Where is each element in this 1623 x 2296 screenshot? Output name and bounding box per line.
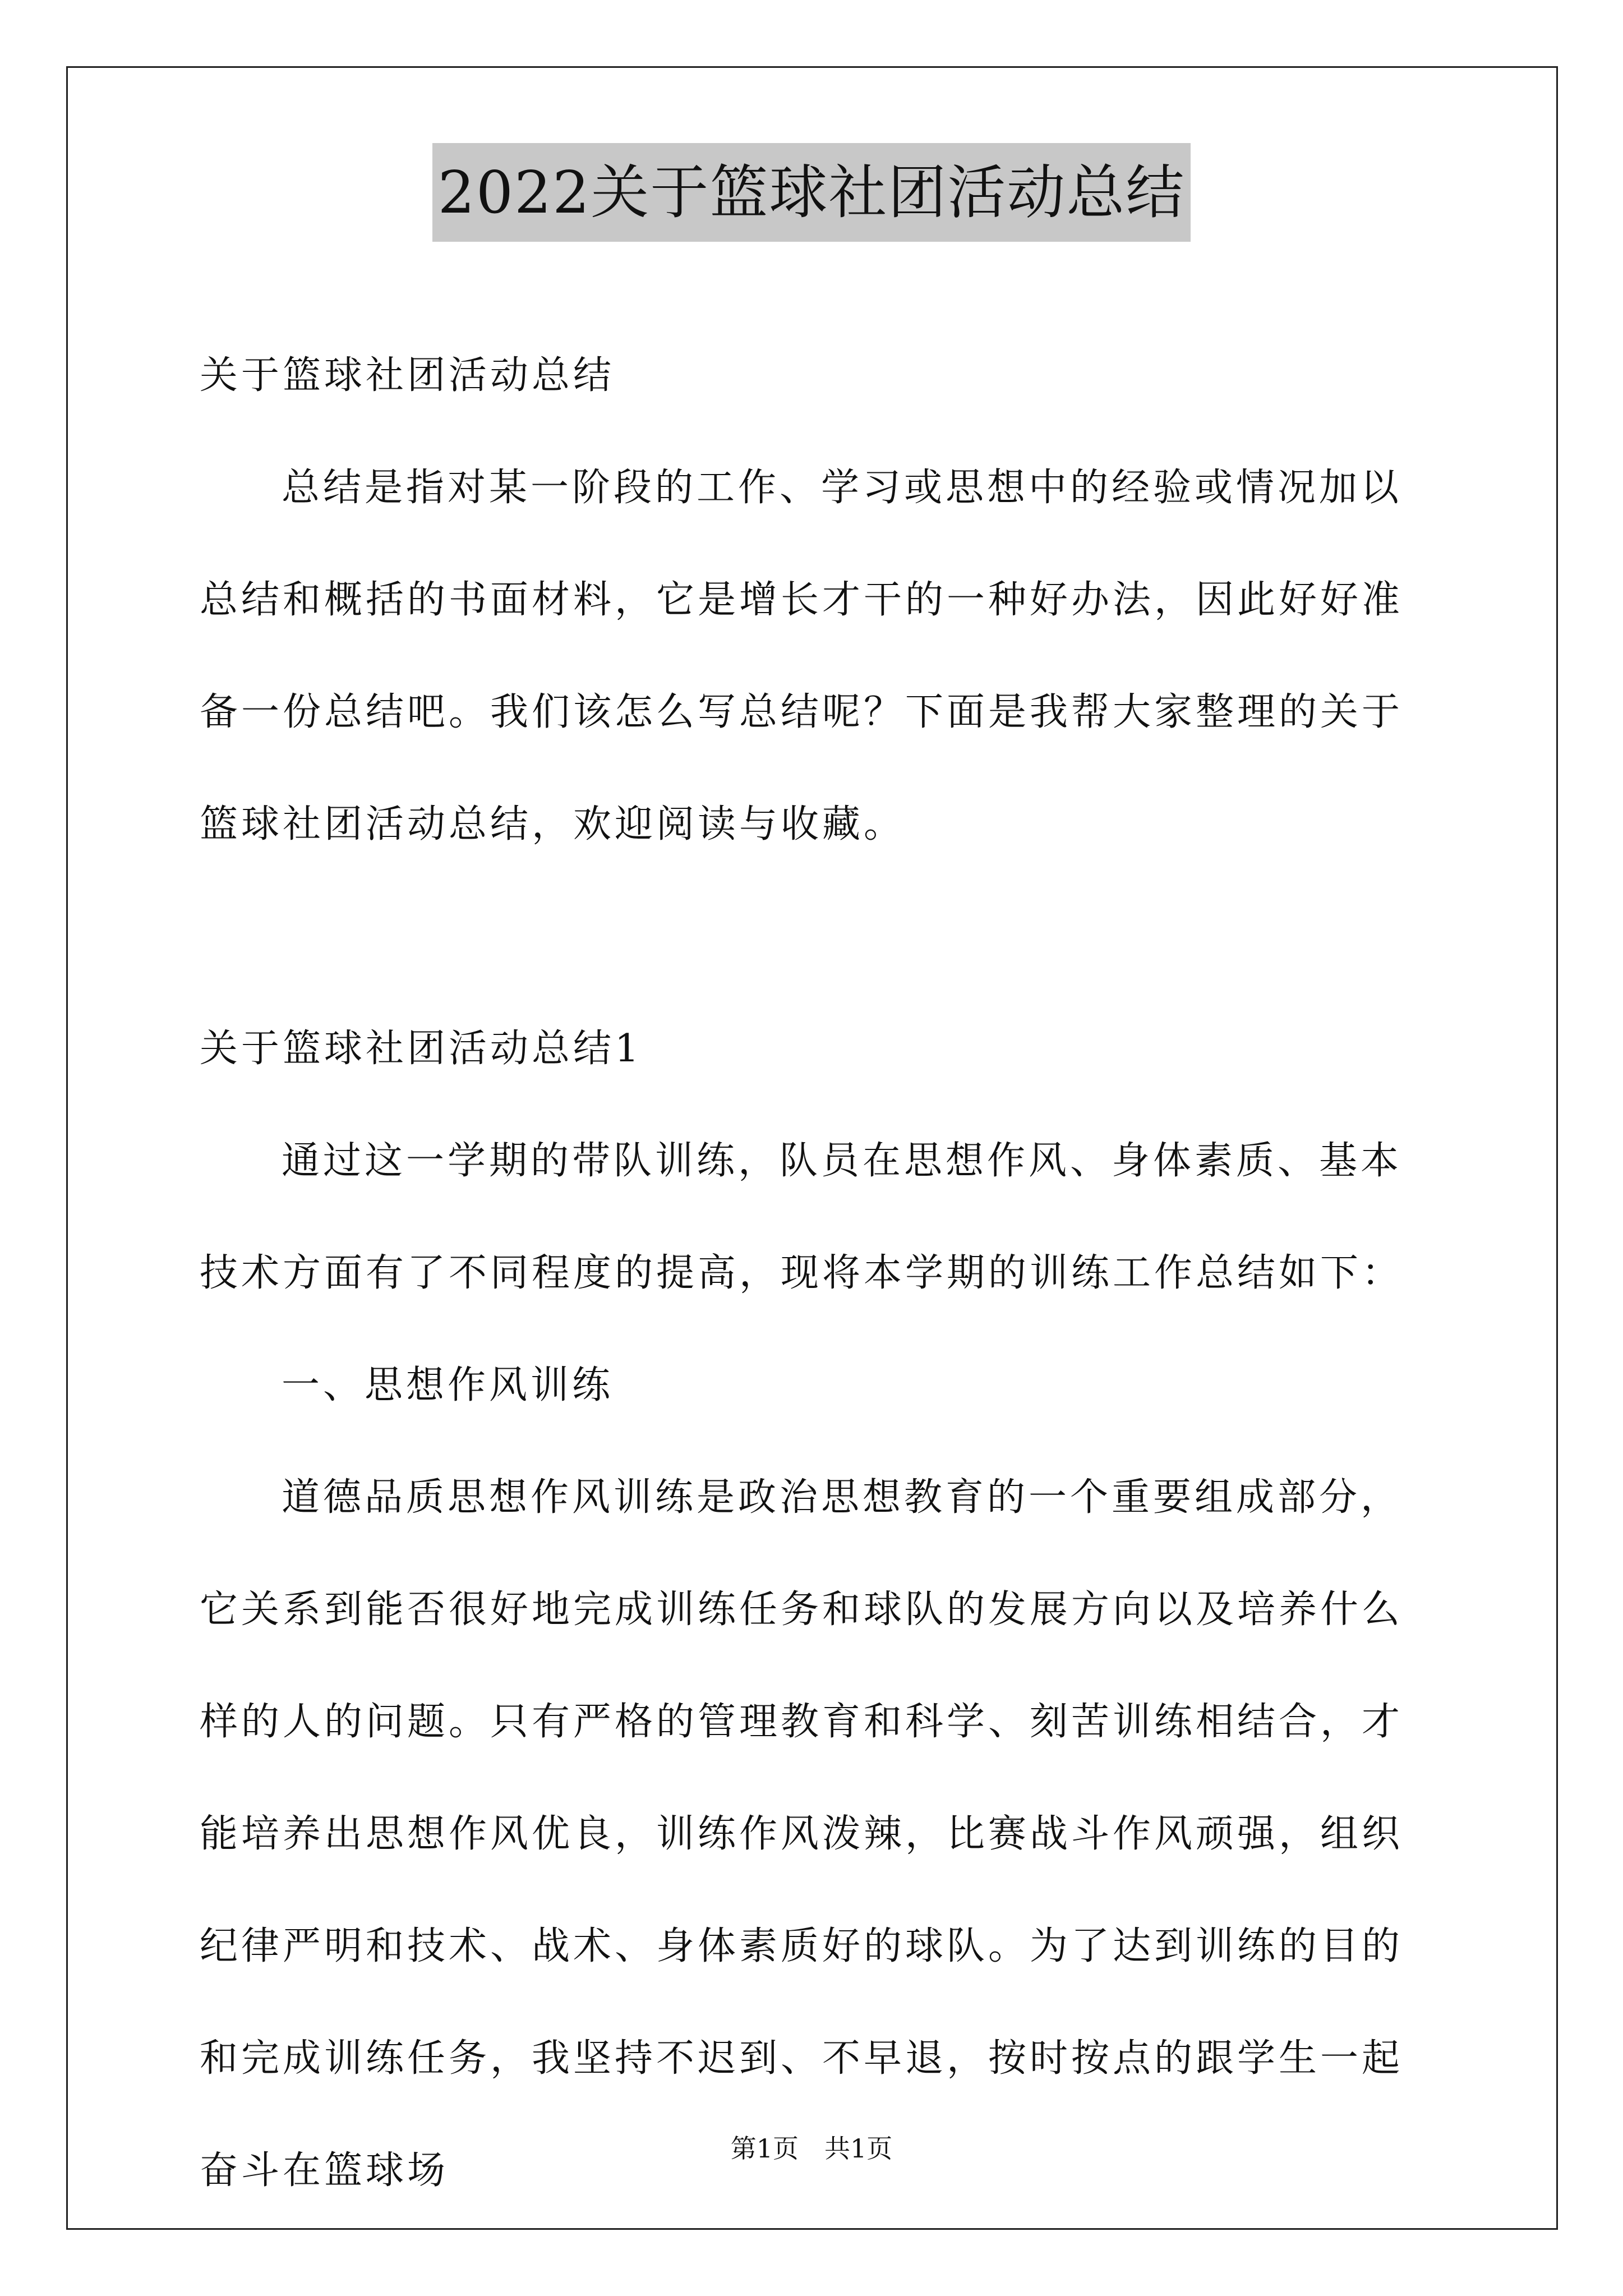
section-heading: 关于篮球社团活动总结1 bbox=[200, 1027, 643, 1071]
body-paragraph-1: 通过这一学期的带队训练，队员在思想作风、身体素质、基本技术方面有了不同程度的提高，现将本学期的训练工作总结如下： bbox=[200, 1139, 1404, 1295]
body-paragraph-2: 道德品质思想作风训练是政治思想教育的一个重要组成部分，它关系到能否很好地完成训练任务和球队的发展方向以及培养什么样的人的问题。只有严格的管理教育和科学、刻苦训练相结合，才能培养出思想作风优良，训练作风泼辣，比赛战斗作风顽强，组织纪律严明和技术、战术、身体素质好的球队。为了达到训练的目的和完成训练任务，我坚持不迟到、不早退，按时按点的跟学生一起奋斗在篮球场 bbox=[200, 1475, 1404, 2193]
document-body bbox=[200, 320, 1433, 2227]
document-title: 2022关于篮球社团活动总结 bbox=[432, 143, 1191, 242]
intro-paragraph: 总结是指对某一阶段的工作、学习或思想中的经验或情况加以总结和概括的书面材料，它是增长才干的一种好办法，因此好好准备一份总结吧。我们该怎么写总结呢？下面是我帮大家整理的关于篮球社团活动总结，欢迎阅读与收藏。 bbox=[200, 466, 1404, 846]
title-container bbox=[0, 143, 1623, 242]
page-footer: 第1页 共1页 bbox=[730, 2133, 893, 2164]
spacer bbox=[200, 881, 1433, 993]
subtitle: 关于篮球社团活动总结 bbox=[200, 353, 615, 398]
list-item-heading: 一、思想作风训练 bbox=[282, 1363, 614, 1407]
